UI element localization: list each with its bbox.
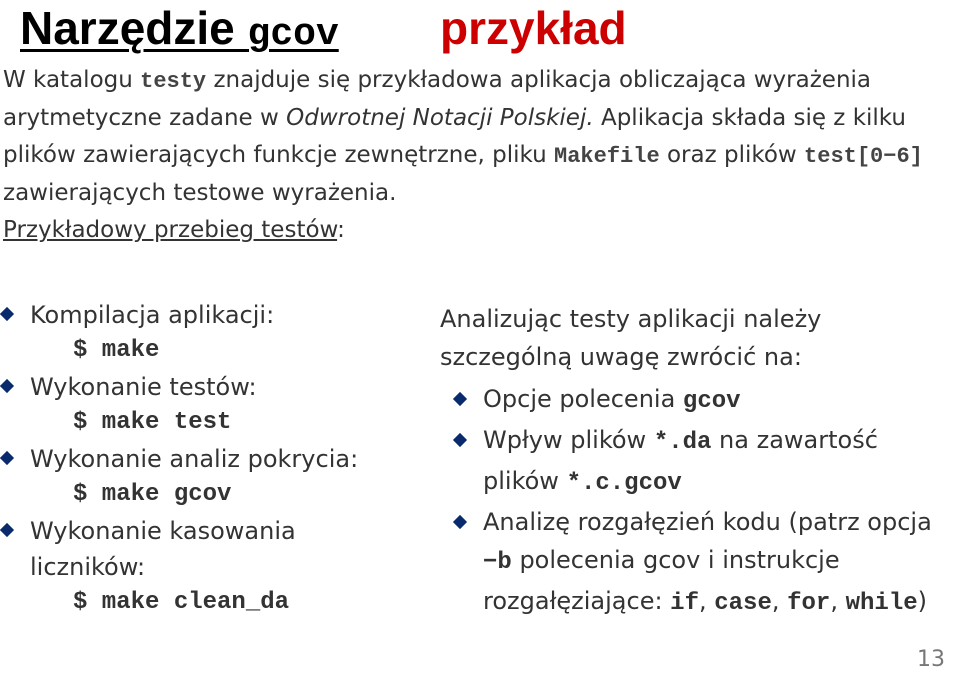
code-if: if [670, 590, 699, 617]
slide-number: 13 [917, 647, 945, 672]
list-item-label: Wykonanie analiz pokrycia: [30, 445, 359, 473]
separator: , [698, 587, 715, 615]
left-column [0, 297, 430, 621]
list-item [0, 441, 430, 513]
intro-italic: Odwrotnej Notacji Polskiej. [286, 105, 594, 131]
intro-text: : [337, 217, 345, 243]
list-item-label: Wykonanie kasowania liczników: [30, 517, 296, 581]
title-accent: przykład [440, 2, 627, 54]
slide-title [20, 0, 950, 60]
list-item [0, 513, 430, 621]
diamond-bullet-icon [0, 307, 14, 321]
intro-paragraph [3, 62, 958, 249]
code-c-gcov: *.c.gcov [566, 470, 682, 497]
separator: , [771, 587, 788, 615]
intro-underlined: Przykładowy przebieg testów [3, 217, 338, 243]
list-item-text: ) [917, 587, 927, 615]
list-item [0, 369, 430, 441]
list-item-text: Wpływ plików [483, 426, 654, 454]
list-item-label: Kompilacja aplikacji: [30, 301, 275, 329]
code-option-b: −b [483, 549, 512, 576]
diamond-bullet-icon [0, 379, 14, 393]
list-item [440, 503, 950, 623]
diamond-bullet-icon [453, 515, 467, 529]
left-bullet-list [0, 297, 430, 621]
list-item-label: Wykonanie testów: [30, 373, 257, 401]
right-bullet-list [440, 380, 950, 623]
intro-text: znajduje się przykładowa aplikacja obliczająca wyrażenia arytmetyczne zadane w [3, 67, 872, 131]
list-item [0, 297, 430, 369]
intro-text: zawierających testowe wyrażenia. [3, 180, 397, 206]
title-main [20, 0, 339, 63]
diamond-bullet-icon [453, 392, 467, 406]
intro-code-makefile: Makefile [554, 144, 660, 169]
list-item [440, 380, 950, 421]
code-da: *.da [653, 429, 712, 456]
diamond-bullet-icon [453, 433, 467, 447]
intro-text: W katalogu [3, 67, 141, 93]
intro-code-testy: testy [140, 69, 207, 94]
code-for: for [787, 590, 831, 617]
intro-text: Aplikacja składa się z kilku plików zawierających funkcje zewnętrzne, pliku [3, 105, 906, 168]
command-text: $ make clean_da [73, 589, 290, 616]
command-text: $ make gcov [73, 481, 232, 508]
list-item-text: polecenia gcov i instrukcje rozgałęziające: [483, 546, 840, 615]
list-item-text: na zawartość plików [483, 426, 878, 495]
title-prefix: Narzędzie [20, 2, 248, 54]
title-code: gcov [247, 13, 339, 56]
intro-text: oraz plików [659, 142, 805, 168]
diamond-bullet-icon [0, 451, 14, 465]
separator: , [830, 587, 846, 615]
code-gcov: gcov [682, 388, 741, 415]
diamond-bullet-icon [0, 523, 14, 537]
intro-code-test-files: test[0−6] [804, 144, 923, 169]
right-column [440, 300, 950, 623]
list-item-text: Opcje polecenia [483, 385, 683, 413]
list-item [440, 421, 950, 503]
command-text: $ make [73, 337, 160, 364]
right-intro-text: Analizując testy aplikacji należy szczególną uwagę zwrócić na: [440, 305, 822, 371]
command-text: $ make test [73, 409, 232, 436]
code-while: while [845, 590, 918, 617]
list-item-text: Analizę rozgałęzień kodu (patrz opcja [483, 508, 932, 536]
code-case: case [714, 590, 772, 617]
